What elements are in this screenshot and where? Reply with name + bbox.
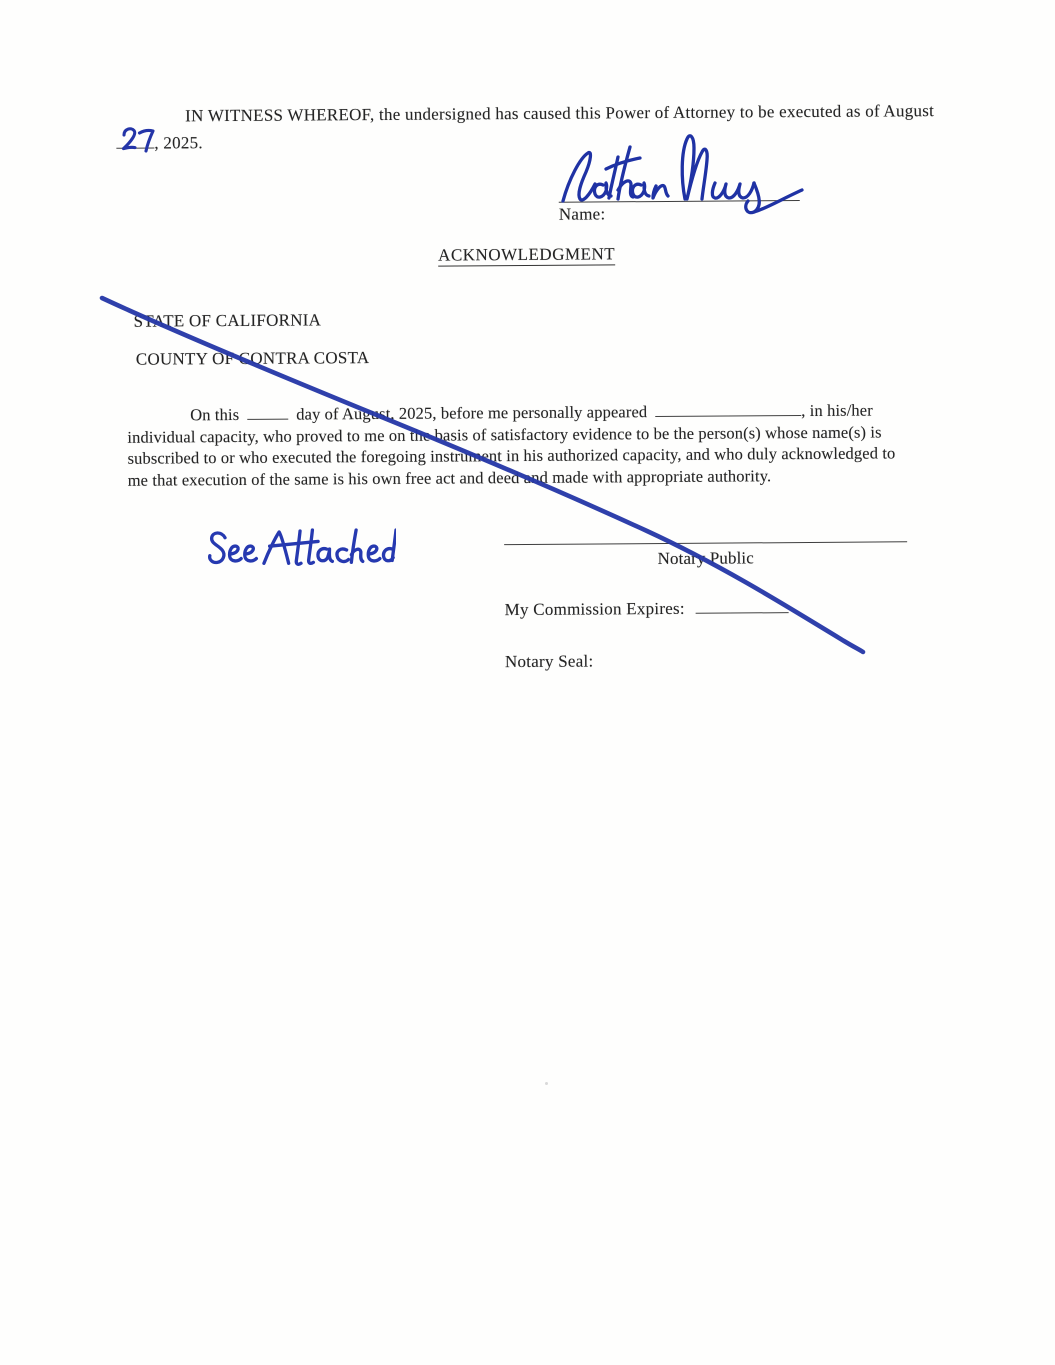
ack-paragraph-line3: subscribed to or who executed the foregoing instrument in his authorized capacity, and who duly acknowledged to — [127, 443, 896, 468]
ack-middle: day of August, 2025, before me personally appeared — [296, 402, 648, 424]
acknowledgment-heading-text: ACKNOWLEDGMENT — [438, 244, 616, 265]
ack-lead: On this — [190, 404, 240, 425]
commission-expires-label: My Commission Expires: — [504, 598, 685, 620]
state-line: STATE OF CALIFORNIA — [133, 310, 322, 331]
ack-line1-end: , in his/her — [801, 400, 873, 421]
witness-date-suffix: , 2025. — [154, 133, 203, 153]
ack-paragraph-line4: me that execution of the same is his own free act and deed and made with appropriate authority. — [127, 466, 772, 490]
ack-paragraph-line2: individual capacity, who proved to me on the basis of satisfactory evidence to be the person(s) whose name(s) is — [127, 422, 882, 447]
notary-seal-label: Notary Seal: — [504, 651, 594, 672]
name-label: Name: — [558, 204, 606, 224]
scan-speck — [545, 1082, 548, 1085]
county-line: COUNTY OF CONTRA COSTA — [135, 348, 370, 369]
notary-public-caption: Notary Public — [657, 548, 754, 569]
witness-clause-line1: IN WITNESS WHEREOF, the undersigned has caused this Power of Attorney to be executed as of August — [185, 101, 935, 126]
